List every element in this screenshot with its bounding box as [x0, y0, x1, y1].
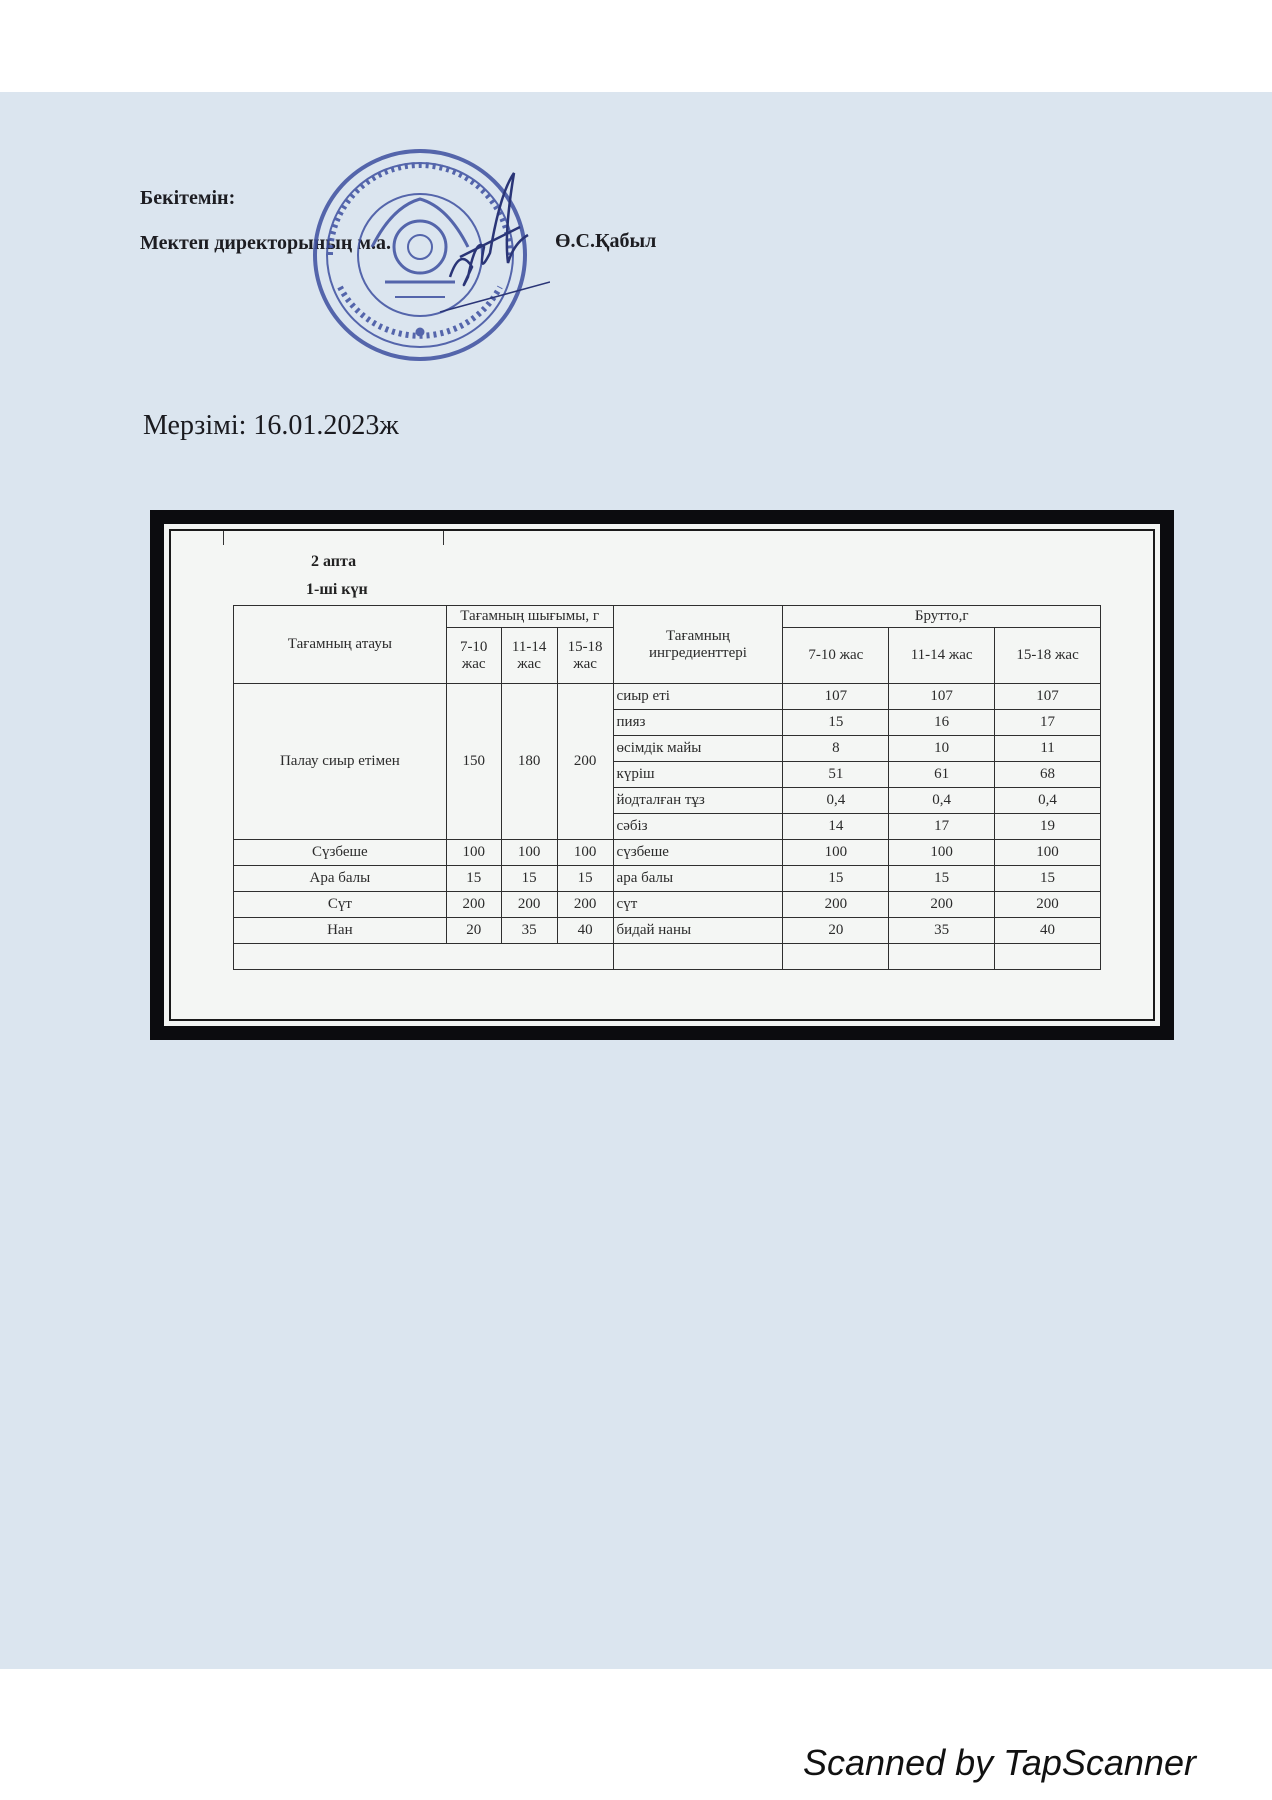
dish-name: Сүт — [234, 892, 447, 918]
menu-frame — [150, 510, 1174, 1040]
empty-cell — [613, 944, 783, 970]
empty-cell — [234, 944, 614, 970]
header-dish-name: Тағамның атауы — [234, 606, 447, 684]
ingredient-name: йодталған тұз — [613, 788, 783, 814]
dish-yield: 15 — [557, 866, 613, 892]
brutto-value: 107 — [995, 684, 1101, 710]
dish-yield: 180 — [501, 684, 557, 840]
empty-cell — [995, 944, 1101, 970]
official-seal-icon — [300, 137, 550, 367]
brutto-value: 200 — [995, 892, 1101, 918]
ingredient-name: сүт — [613, 892, 783, 918]
ingredient-name: пияз — [613, 710, 783, 736]
header-yield-age: 15-18 жас — [557, 628, 613, 684]
brutto-value: 16 — [889, 710, 995, 736]
brutto-value: 20 — [783, 918, 889, 944]
director-title: Мектеп директорының м.а. — [140, 232, 391, 254]
header-ingredients-text: Тағамның ингредиенттері — [648, 627, 747, 661]
brutto-value: 0,4 — [783, 788, 889, 814]
header-brutto-age: 15-18 жас — [995, 628, 1101, 684]
brutto-value: 15 — [995, 866, 1101, 892]
week-label: 2 апта — [311, 553, 357, 570]
approve-label: Бекітемін: — [140, 187, 236, 209]
table-row — [234, 866, 1101, 892]
document-page — [0, 92, 1272, 1669]
dish-yield: 15 — [501, 866, 557, 892]
brutto-value: 40 — [995, 918, 1101, 944]
ingredient-name: сиыр еті — [613, 684, 783, 710]
menu-frame-inner — [160, 520, 1164, 1030]
brutto-value: 0,4 — [995, 788, 1101, 814]
day-label: 1-ші күн — [306, 581, 368, 598]
ingredient-name: өсімдік майы — [613, 736, 783, 762]
header-yield: Тағамның шығымы, г — [446, 606, 613, 628]
brutto-value: 100 — [995, 840, 1101, 866]
dish-yield: 20 — [446, 918, 501, 944]
ingredient-name: сүзбеше — [613, 840, 783, 866]
corner-tick — [443, 531, 444, 545]
brutto-value: 61 — [889, 762, 995, 788]
brutto-value: 51 — [783, 762, 889, 788]
brutto-value: 17 — [889, 814, 995, 840]
brutto-value: 0,4 — [889, 788, 995, 814]
brutto-value: 100 — [783, 840, 889, 866]
table-row — [234, 684, 1101, 710]
header-ingredients — [613, 606, 783, 684]
menu-table — [233, 605, 1101, 970]
dish-yield: 35 — [501, 918, 557, 944]
ingredient-name: күріш — [613, 762, 783, 788]
header-brutto: Брутто,г — [783, 606, 1101, 628]
director-name: Ө.С.Қабыл — [555, 230, 657, 252]
brutto-value: 10 — [889, 736, 995, 762]
brutto-value: 19 — [995, 814, 1101, 840]
menu-sheet — [169, 529, 1155, 1021]
header-brutto-age: 7-10 жас — [783, 628, 889, 684]
dish-name: Палау сиыр етімен — [234, 684, 447, 840]
empty-cell — [783, 944, 889, 970]
table-row — [234, 892, 1101, 918]
dish-yield: 150 — [446, 684, 501, 840]
brutto-value: 14 — [783, 814, 889, 840]
brutto-value: 11 — [995, 736, 1101, 762]
table-row — [234, 918, 1101, 944]
brutto-value: 17 — [995, 710, 1101, 736]
brutto-value: 107 — [783, 684, 889, 710]
brutto-value: 200 — [783, 892, 889, 918]
ingredient-name: сәбіз — [613, 814, 783, 840]
brutto-value: 15 — [889, 866, 995, 892]
dish-name: Сүзбеше — [234, 840, 447, 866]
empty-cell — [889, 944, 995, 970]
brutto-value: 15 — [783, 710, 889, 736]
header-yield-age: 11-14 жас — [501, 628, 557, 684]
brutto-value: 100 — [889, 840, 995, 866]
ingredient-name: ара балы — [613, 866, 783, 892]
table-row — [234, 840, 1101, 866]
dish-yield: 40 — [557, 918, 613, 944]
header-brutto-age: 11-14 жас — [889, 628, 995, 684]
dish-yield: 200 — [446, 892, 501, 918]
date-line: Мерзімі: 16.01.2023ж — [143, 410, 399, 441]
dish-name: Ара балы — [234, 866, 447, 892]
corner-tick — [223, 531, 224, 545]
table-row-empty — [234, 944, 1101, 970]
dish-name: Нан — [234, 918, 447, 944]
brutto-value: 15 — [783, 866, 889, 892]
dish-yield: 100 — [446, 840, 501, 866]
dish-yield: 100 — [501, 840, 557, 866]
brutto-value: 200 — [889, 892, 995, 918]
dish-yield: 200 — [557, 892, 613, 918]
brutto-value: 107 — [889, 684, 995, 710]
dish-yield: 15 — [446, 866, 501, 892]
brutto-value: 8 — [783, 736, 889, 762]
scanner-watermark: Scanned by TapScanner — [803, 1742, 1196, 1783]
ingredient-name: бидай наны — [613, 918, 783, 944]
brutto-value: 68 — [995, 762, 1101, 788]
dish-yield: 100 — [557, 840, 613, 866]
dish-yield: 200 — [557, 684, 613, 840]
dish-yield: 200 — [501, 892, 557, 918]
brutto-value: 35 — [889, 918, 995, 944]
header-yield-age: 7-10 жас — [446, 628, 501, 684]
